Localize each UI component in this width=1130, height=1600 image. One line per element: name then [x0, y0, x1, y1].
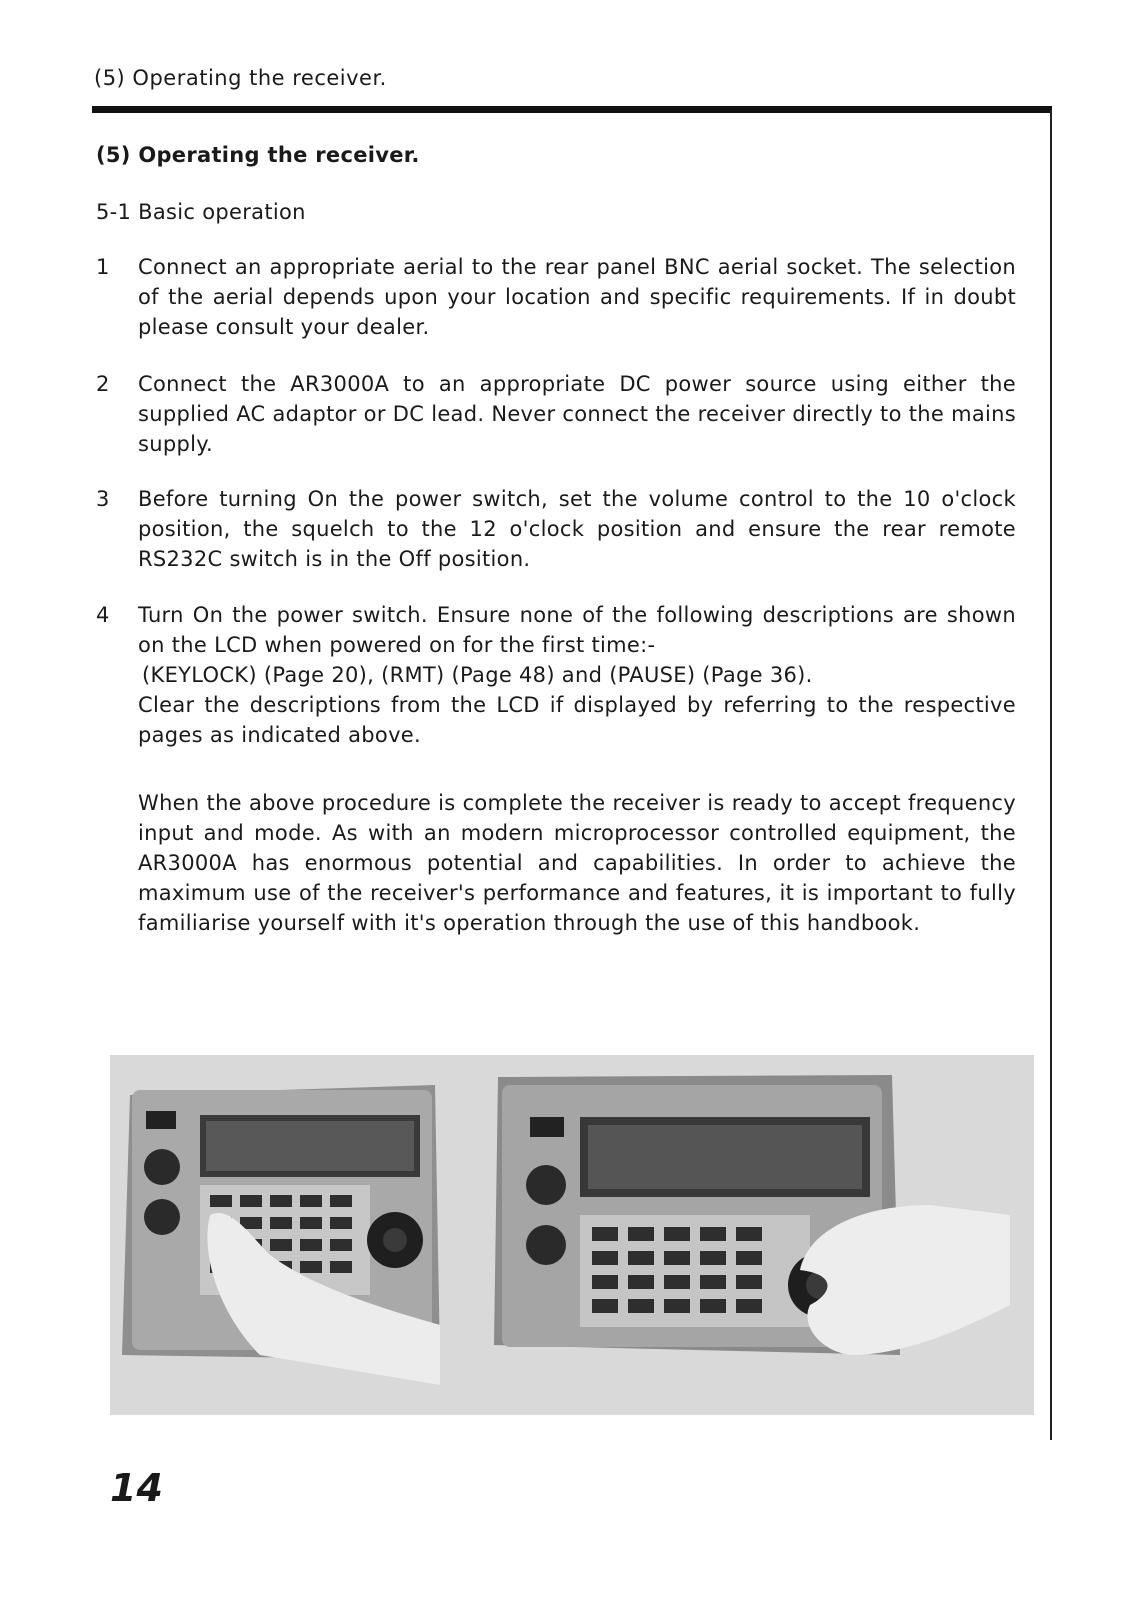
step-4 — [96, 600, 1016, 750]
step-2 — [96, 369, 1016, 459]
step-note: Clear the descriptions from the LCD if displayed by referring to the respective pages as indicated above. — [138, 693, 1016, 747]
receiver-photos-illustration — [110, 1055, 1034, 1415]
subsection-title: 5-1 Basic operation — [96, 200, 306, 224]
page-number: 14 — [110, 1466, 163, 1510]
step-references: (KEYLOCK) (Page 20), (RMT) (Page 48) and (PAUSE) (Page 36). — [142, 663, 813, 687]
step-3 — [96, 484, 1016, 574]
step-number: 1 — [96, 255, 110, 279]
left-photo — [122, 1085, 440, 1385]
header-rule — [92, 106, 1052, 113]
step-text: Turn On the power switch. Ensure none of the following descriptions are shown on the LCD when powered on for the first time:- — [138, 603, 1016, 657]
step-text: Connect an appropriate aerial to the rear panel BNC aerial socket. The selection of the aerial depends upon your location and specific requirements. If in doubt please consult your dealer. — [138, 255, 1016, 339]
running-header: (5) Operating the receiver. — [94, 66, 387, 90]
receiver-photos — [110, 1055, 1034, 1415]
right-photo — [494, 1075, 1010, 1355]
closing-paragraph: When the above procedure is complete the receiver is ready to accept frequency input and mode. As with an modern microprocessor controlled equipment, the AR3000A has enormous potential and capabilities. In order to achieve the maximum use of the receiver's performance and features, it is important to fully familiarise yourself with it's operation through the use of this handbook. — [138, 791, 1016, 935]
step-1 — [96, 252, 1016, 342]
section-title: (5) Operating the receiver. — [96, 143, 420, 167]
right-margin-rule — [1050, 110, 1052, 1440]
step-text: Connect the AR3000A to an appropriate DC power source using either the supplied AC adaptor or DC lead. Never connect the receiver directly to the mains supply. — [138, 372, 1016, 456]
step-number: 3 — [96, 487, 110, 511]
step-text: Before turning On the power switch, set the volume control to the 10 o'clock position, the squelch to the 12 o'clock position and ensure the rear remote RS232C switch is in the Off position. — [138, 487, 1016, 571]
step-number: 2 — [96, 372, 110, 396]
step-number: 4 — [96, 603, 110, 627]
